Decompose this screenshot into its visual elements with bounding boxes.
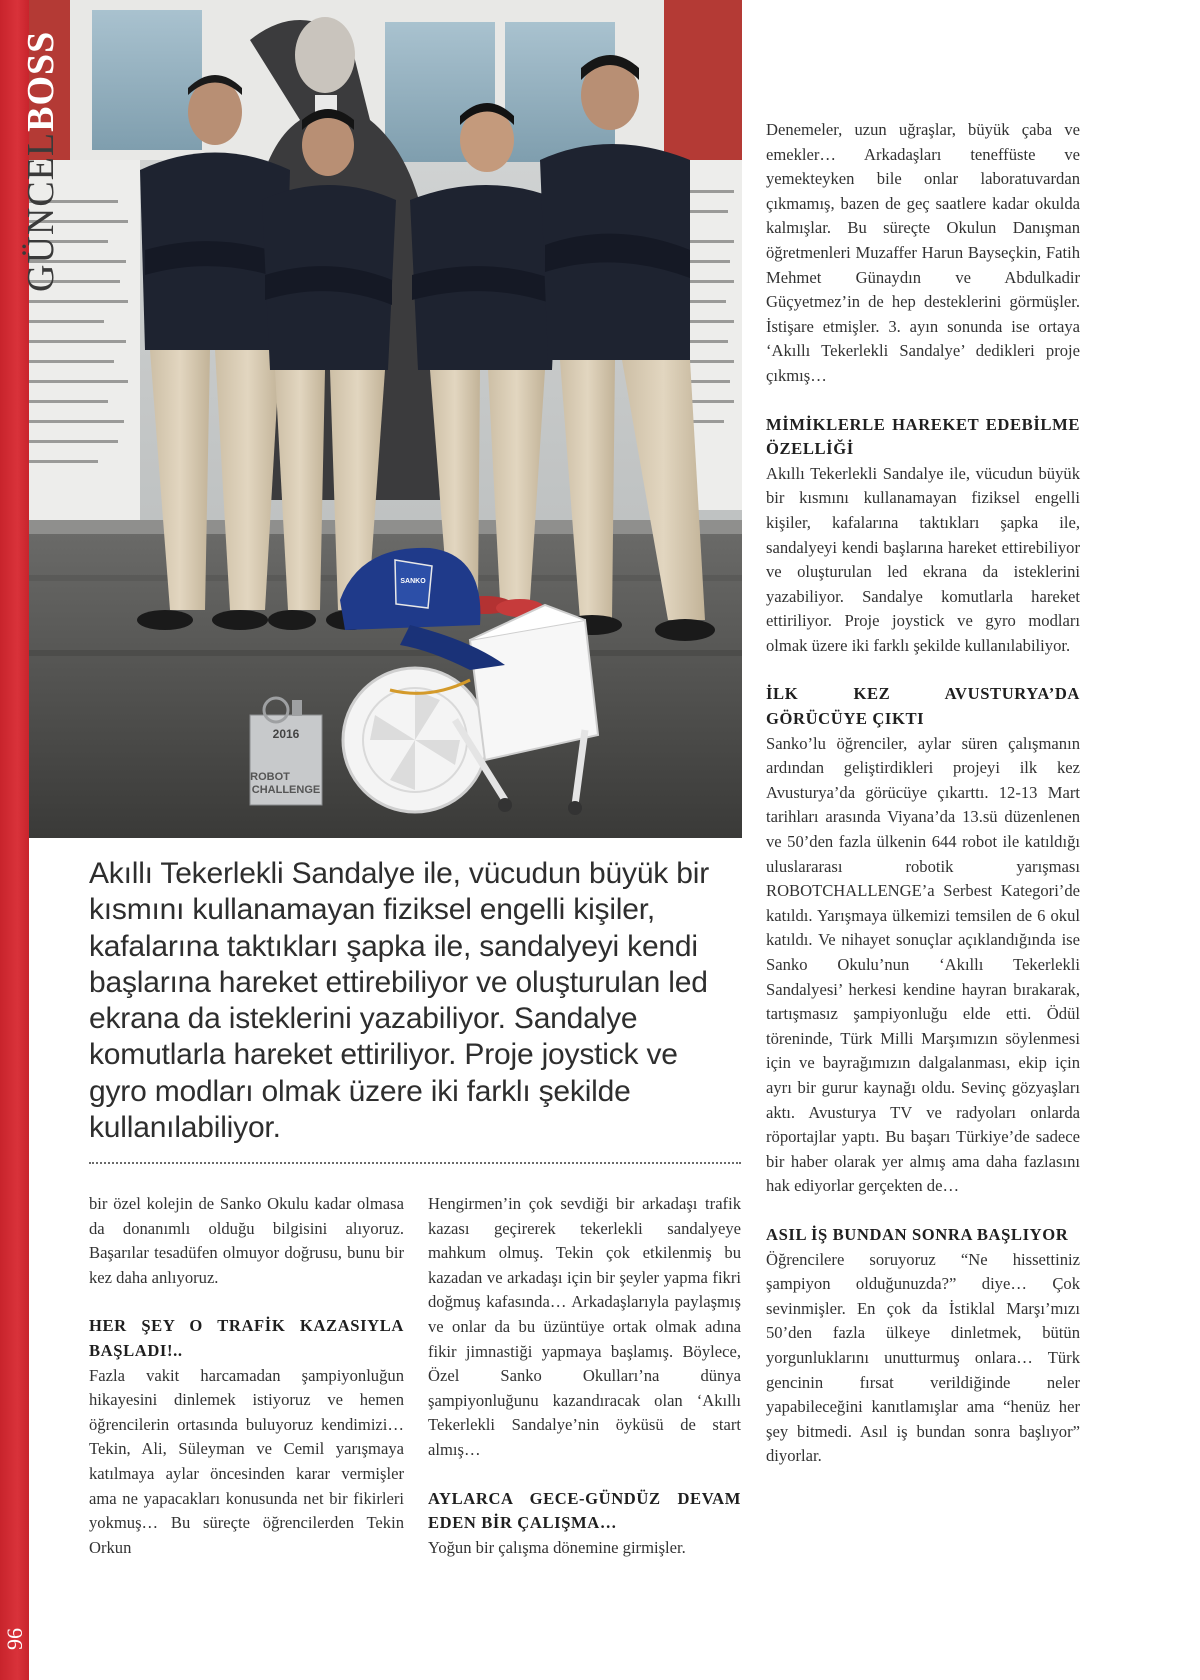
section-label: GÜNCEL bbox=[20, 131, 62, 292]
article-column-middle bbox=[428, 1192, 741, 1560]
subheading: MİMİKLERLE HAREKET EDEBİLME ÖZELLİĞİ bbox=[766, 414, 1080, 459]
article-column-left bbox=[89, 1192, 404, 1560]
trophy-year: 2016 bbox=[272, 727, 300, 741]
trophy-text-line2: CHALLENGE bbox=[251, 784, 321, 796]
page-number bbox=[3, 1606, 27, 1656]
paragraph: Yoğun bir çalışma dönemine girmişler. bbox=[428, 1537, 686, 1557]
paragraph: Hengirmen’in çok sevdiği bir arkadaşı trafik kazası geçirerek tekerlekli sandalyeye mahkum olmuş. Tekin çok etkilenmiş bu kazadan ve arkadaşı için bir şeyler yapma fikri doğmuş kafasında… Arkadaşlarıyla paylaşmış ve onlar da bu üzüntüye ortak olmak adına fikir jimnastiği yapmaya başlamış. Böylece, Özel Sanko Okulları’na dünya şampiyonluğunu kazandıracak olan ‘Akıllı Tekerlekli Sandalye’nin öyküsü de start almış… bbox=[428, 1194, 741, 1459]
page-number-text: 96 bbox=[2, 1628, 27, 1650]
paragraph: Öğrencilere soruyoruz “Ne hissettiniz şampiyon olduğunuzda?” diye… Çok sevinmişler. En çok da İstiklal Marşı’mızı 50’den fazla ülkeye dinletmek, bütün yorgunluklarını unutturmuş onlara… Türk gencinin fırsat verildiğinde neler yapabileceğini kanıtlamışlar ama “henüz her şey bitmedi. Asıl iş bundan sonra başlıyor” diyorlar. bbox=[766, 1249, 1080, 1466]
pull-quote: Akıllı Tekerlekli Sandalye ile, vücudun büyük bir kısmını kullanamayan fiziksel engelli kişiler, kafalarına taktıkları şapka ile, sandalyeyi kendi başlarına hareket ettirebiliyor ve oluşturulan led ekrana da isteklerini yazabiliyor. Sandalye komutlarla hareket ettiriliyor. Proje joystick ve gyro modları olmak üzere iki farklı şekilde kullanılabiliyor. bbox=[89, 857, 709, 1145]
trophy-text-line1: ROBOT bbox=[250, 771, 290, 783]
cap-logo-text: SANKO bbox=[400, 578, 426, 585]
hero-photo bbox=[0, 0, 742, 838]
paragraph: Sanko’lu öğrenciler, aylar süren çalışmanın ardından geliştirdikleri projeyi ilk kez Avusturya’da görücüye çıkarttı. 12-13 Mart tarihları arasında Viyana’da 13.sü düzenlenen ve 50’den fazla ülkenin 644 robot ile katıldığı uluslararası robotik yarışması ROBOTCHALLENGE’a Serbest Kategori’de katıldı. Yarışmaya ülkemizi temsilen de 6 okul katıldı. Ve nihayet sonuçlar açıklandığında ise Sanko Okulu’nun ‘Akıllı Tekerlekli Sandalyesi’ herkesi kendine hayran bırakarak, tartışmasız şampiyonluğu elde etti. Ödül töreninde, Türk Milli Marşımızın söylenmesi için ve bayrağımızın dalgalanması, ekip için ayrı bir gurur kaynağı oldu. Sevinç gözyaşları aktı. Avusturya TV ve radyoları onlarda röportajlar yaptı. Bu başarı Türkiye’de sadece bir haber olarak yer almış ama daha fazlasını hak ediyorlar gerçekten de… bbox=[766, 733, 1080, 1196]
subheading: İLK KEZ AVUSTURYA’DA GÖRÜCÜYE ÇIKTI bbox=[766, 684, 1080, 729]
article-column-right bbox=[766, 118, 1080, 1469]
brand-name: BOSS bbox=[20, 30, 62, 132]
students-with-robot-photo bbox=[0, 0, 742, 838]
paragraph: Fazla vakit harcamadan şampiyonluğun hikayesini dinlemek istiyoruz ve hemen öğrencilerin ortasında buluyoruz kendimizi… Tekin, Ali, Süleyman ve Cemil yarışmaya katılmaya aylar öncesinden karar vermişler ama ne yapacakları konusunda net bir fikirleri yokmuş… Bu süreçte öğrencilerden Tekin Orkun bbox=[89, 1365, 404, 1557]
section-tag bbox=[18, 22, 64, 302]
paragraph: Denemeler, uzun uğraşlar, büyük çaba ve emekler… Arkadaşları teneffüste ve yemekteyken bile onlar laboratuvardan çıkmamış, bazen de geç saatlere kadar okulda kalmışlar. Bu süreçte Okulun Danışman öğretmenleri Muzaffer Harun Bayseçkin, Fatih Mehmet Günaydın ve Abdulkadir Güçyetmez’in de hep desteklerini görmüşler. İstişare etmişler. 3. ayın sonunda ise ortaya ‘Akıllı Tekerlekli Sandalye’ dedikleri proje çıkmış… bbox=[766, 120, 1080, 385]
dotted-divider bbox=[89, 1162, 741, 1164]
paragraph: bir özel kolejin de Sanko Okulu kadar olmasa da donanımlı olduğu bilgisini alıyoruz. Başarılar tesadüfen olmuyor doğrusu, bunu bir kez daha anlıyoruz. bbox=[89, 1194, 404, 1287]
subheading: AYLARCA GECE-GÜNDÜZ DEVAM EDEN BİR ÇALIŞMA… bbox=[428, 1488, 741, 1533]
subheading: HER ŞEY O TRAFİK KAZASIYLA BAŞLADI!.. bbox=[89, 1316, 404, 1360]
paragraph: Akıllı Tekerlekli Sandalye ile, vücudun büyük bir kısmını kullanamayan fiziksel engelli kişiler, kafalarına taktıkları şapka ile, sandalyeyi kendi başlarına hareket ettirebiliyor ve oluşturulan led ekrana da isteklerini yazabiliyor. Sandalye komutlarla hareket ettiriliyor. Proje joystick ve gyro modları olmak üzere iki farklı şekilde kullanılabiliyor. bbox=[766, 463, 1080, 655]
subheading: ASIL İŞ BUNDAN SONRA BAŞLIYOR bbox=[766, 1224, 1069, 1244]
